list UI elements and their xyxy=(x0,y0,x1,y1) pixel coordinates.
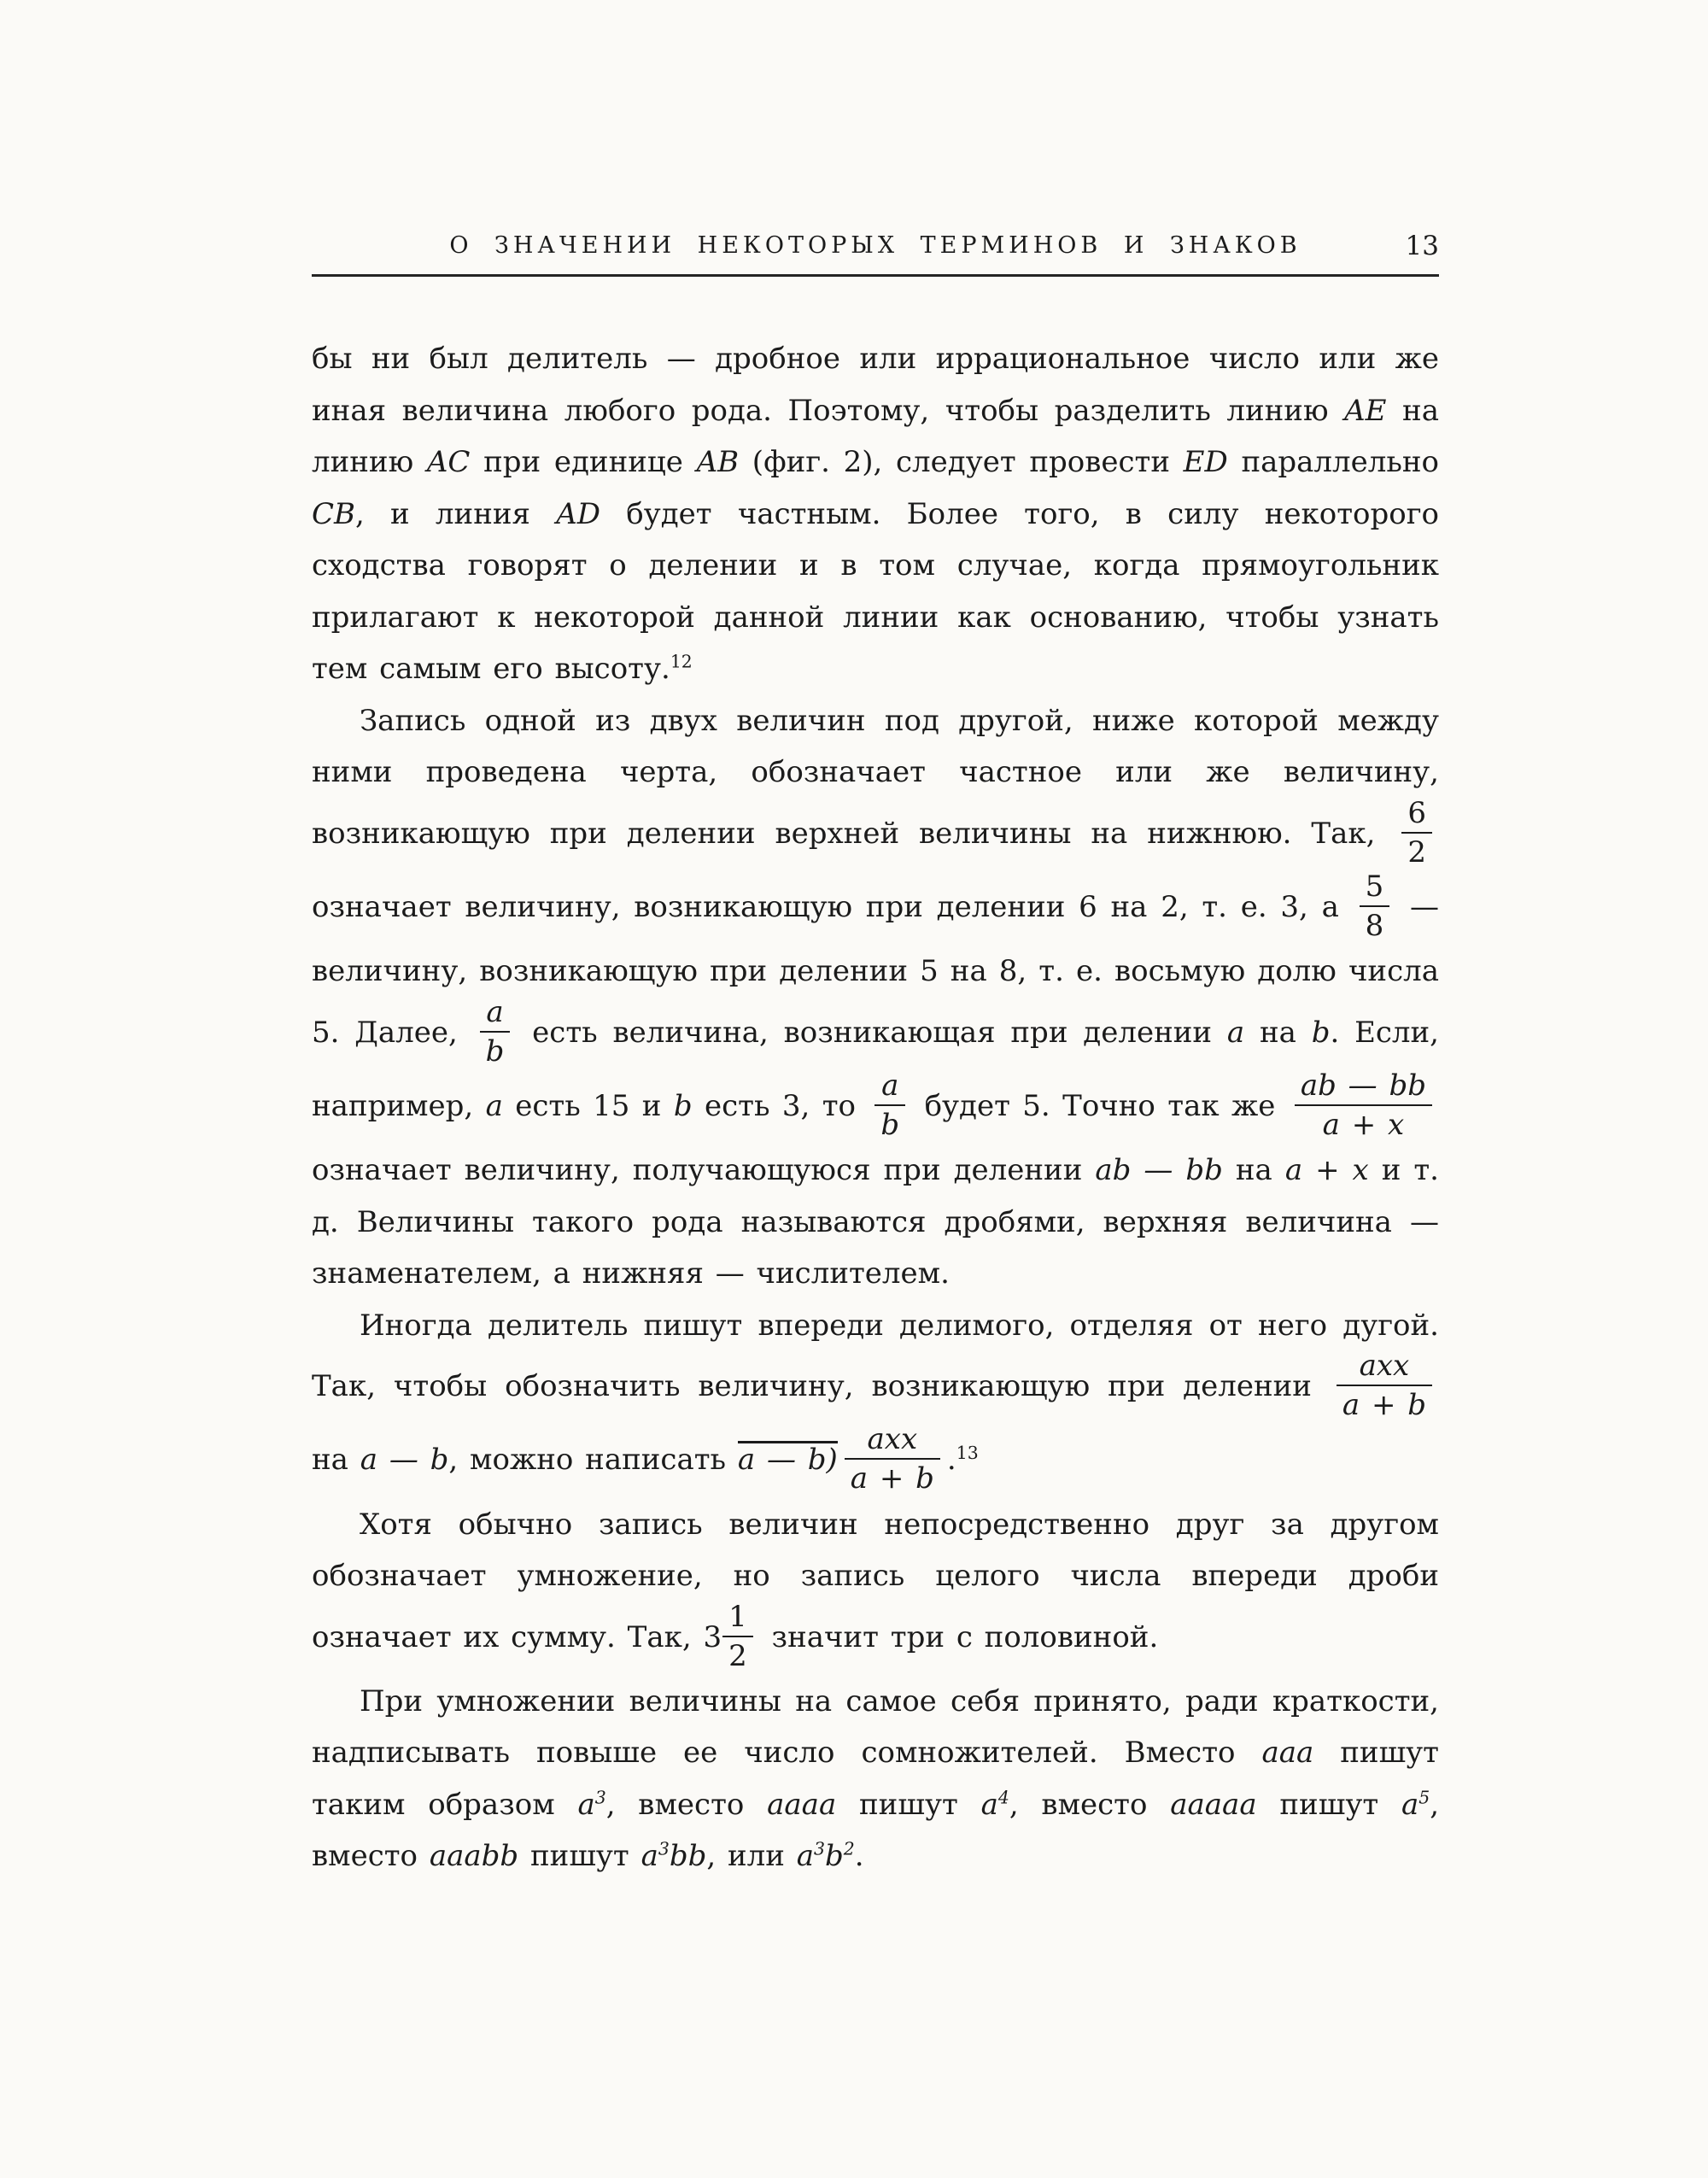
fraction-denominator: a + b xyxy=(1342,1388,1426,1423)
math-inline: a xyxy=(1226,1015,1245,1050)
math-inline: ab — bb xyxy=(1095,1153,1223,1188)
fraction xyxy=(1360,869,1390,943)
math-inline: AB xyxy=(696,445,740,480)
math-inline: bb xyxy=(669,1839,707,1874)
math-inline: a xyxy=(485,1088,503,1123)
running-header xyxy=(312,232,1439,259)
exponent: 4 xyxy=(997,1787,1009,1808)
mixed-number-whole: 3 xyxy=(703,1619,722,1654)
footnote-ref: 12 xyxy=(670,651,693,672)
math-inline: b xyxy=(1311,1015,1331,1050)
document-body xyxy=(312,333,1439,1882)
fraction-denominator: 2 xyxy=(1407,834,1426,869)
scanned-book-page xyxy=(312,232,1439,1882)
overline-divisor: a — b) xyxy=(737,1443,838,1478)
fraction xyxy=(480,995,511,1069)
fraction-numerator: 5 xyxy=(1360,869,1390,907)
paragraph: Хотя обычно запись величин непосредственно друг за другом обозначает умножение, но запись целого числа впереди дроби означает их сумму. Так, 3 $\frac{1}{2}$ значит три с половиной. xyxy=(312,1507,1439,1673)
math-power: $a^5$ xyxy=(1401,1787,1430,1822)
math-inline: AD xyxy=(556,496,601,531)
header-rule xyxy=(312,274,1439,277)
exponent: 3 xyxy=(813,1839,825,1859)
fraction-numerator: a xyxy=(874,1069,905,1106)
fraction xyxy=(722,1600,753,1673)
math-inline: aaaa xyxy=(767,1787,837,1822)
fraction xyxy=(845,1422,940,1496)
paragraph: бы ни был делитель — дробное или иррациональное число или же иная величина любого рода. Поэтому, чтобы разделить линию AE на линию AC при единице AB (фиг. 2), следует провести ED параллельно CB, и линия AD будет частным. Более того, в силу некоторого сходства говорят о делении и в том случае, когда прямоугольник прилагают к некоторой данной линии как основанию, чтобы узнать тем самым его высоту.$^{12}$ xyxy=(312,342,1439,687)
math-inline: aaabb xyxy=(429,1839,519,1874)
exponent: 3 xyxy=(658,1839,670,1859)
math-inline: AC xyxy=(426,445,471,480)
math-inline: b xyxy=(673,1088,693,1123)
fraction-denominator: a + b xyxy=(850,1461,934,1496)
fraction xyxy=(874,1069,905,1142)
fraction-denominator: b xyxy=(880,1107,900,1142)
math-inline: AE xyxy=(1344,393,1387,428)
page-number: 13 xyxy=(1405,231,1439,261)
fraction xyxy=(1401,796,1432,869)
fraction-numerator: ab — bb xyxy=(1295,1069,1432,1106)
math-power: $a^4$ xyxy=(980,1787,1009,1822)
paragraph: Запись одной из двух величин под другой, ниже которой между ними проведена черта, обозначает частное или же величину, возникающую при делении верхней величины на нижнюю. Так, $\frac{6}{2}$ означает величину, возникающую при делении 6 на 2, т. е. 3, а $\frac{5}{8}$ — величину, возникающую при делении 5 на 8, т. е. восьмую долю числа 5. Далее, $\frac{a}{b}$ есть величина, возникающая при делении a на b. Если, например, a есть 15 и b есть 3, то $\frac{a}{b}$ будет 5. Точно так же $\frac{ab — bb}{a + x}$ означает величину, получающуюся при делении ab — bb на a + x и т. д. Величины такого рода называются дробями, верхняя величина — знаменателем, а нижняя — числителем. xyxy=(312,703,1439,1291)
fraction-denominator: 8 xyxy=(1365,908,1384,943)
fraction-denominator: 2 xyxy=(728,1638,747,1673)
math-power: $b^2$ xyxy=(824,1839,855,1874)
math-inline: a — b xyxy=(360,1443,449,1478)
math-power: $a^3$ xyxy=(640,1839,670,1874)
paragraph: При умножении величины на самое себя принято, ради краткости, надписывать повыше ее число сомножителей. Вместо aaa пишут таким образом $a^3$, вместо aaaa пишут $a^4$, вместо aaaaa пишут $a^5$, вместо aaabb пишут $a^3bb$, или $a^3b^2$. xyxy=(312,1683,1440,1874)
fraction-numerator: 1 xyxy=(722,1600,753,1637)
fraction-denominator: a + x xyxy=(1322,1107,1405,1142)
header-title: О ЗНАЧЕНИИ НЕКОТОРЫХ ТЕРМИНОВ И ЗНАКОВ xyxy=(449,232,1301,259)
paragraph: Иногда делитель пишут впереди делимого, отделяя от него дугой. Так, чтобы обозначить величину, возникающую при делении $\frac{\text{axx}}{a + b}$ на a — b, можно написать a — b) $\frac{\text{axx}}{a + b}$ .$^{13}$ xyxy=(312,1308,1439,1496)
fraction xyxy=(1337,1349,1432,1422)
fraction-numerator: axx xyxy=(1337,1349,1432,1386)
fraction-numerator: a xyxy=(480,995,511,1033)
fraction xyxy=(1295,1069,1432,1142)
fraction-denominator: b xyxy=(485,1033,505,1069)
math-inline: CB xyxy=(312,496,355,531)
exponent: 3 xyxy=(594,1787,606,1808)
math-power: $a^3$ xyxy=(796,1839,825,1874)
footnote-ref: 13 xyxy=(956,1443,979,1464)
fraction-numerator: axx xyxy=(845,1422,940,1460)
math-inline: ED xyxy=(1183,445,1228,480)
math-inline: aaa xyxy=(1261,1736,1314,1771)
exponent: 5 xyxy=(1418,1787,1430,1808)
exponent: 2 xyxy=(843,1839,855,1859)
math-power: $a^3$ xyxy=(577,1787,606,1822)
fraction-numerator: 6 xyxy=(1401,796,1432,834)
math-inline: a + x xyxy=(1284,1153,1369,1188)
math-inline: aaaaa xyxy=(1170,1787,1257,1822)
